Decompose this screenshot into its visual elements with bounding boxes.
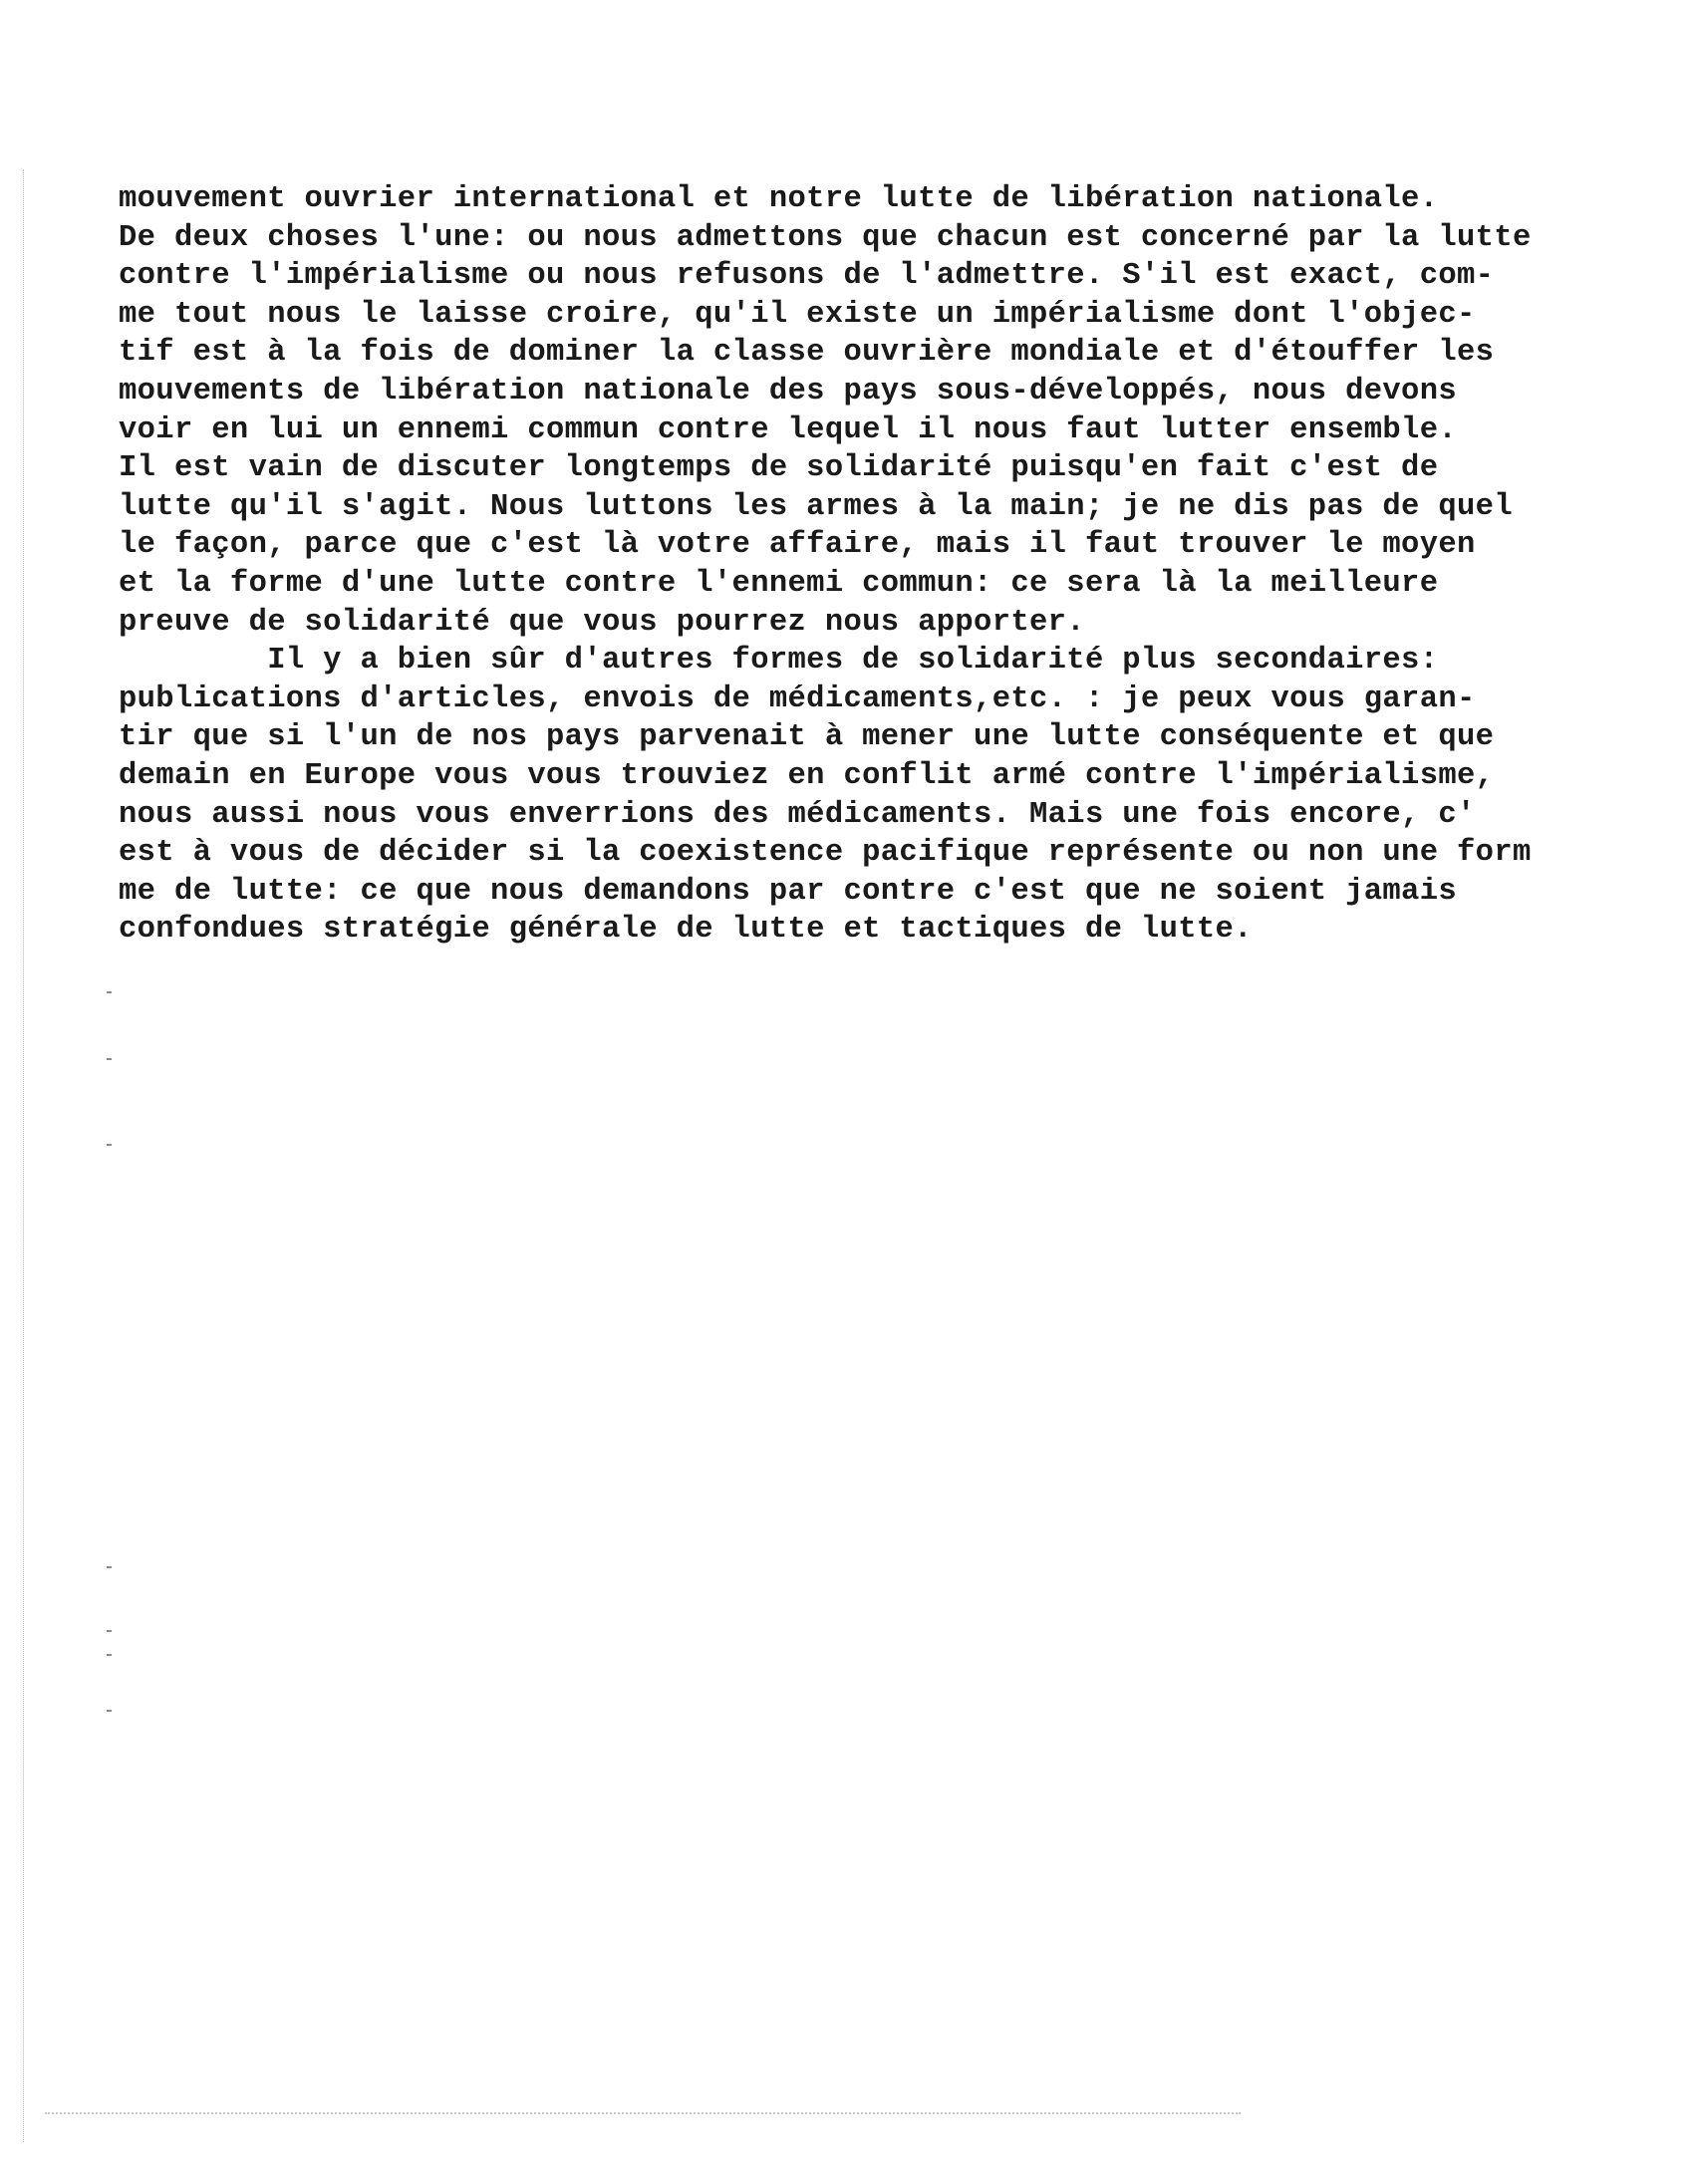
text-line: publications d'articles, envois de médicaments,etc. : je peux vous garan- xyxy=(119,682,1476,716)
text-line: Il est vain de discuter longtemps de solidarité puisqu'en fait c'est de xyxy=(119,451,1439,486)
text-line: nous aussi nous vous enverrions des médicaments. Mais une fois encore, c' xyxy=(119,797,1476,832)
text-line: tif est à la fois de dominer la classe ouvrière mondiale et d'étouffer les xyxy=(119,336,1495,371)
scan-speck xyxy=(107,1566,112,1568)
text-line: Il y a bien sûr d'autres formes de solidarité plus secondaires: xyxy=(119,644,1439,679)
text-line: demain en Europe vous vous trouviez en conflit armé contre l'impérialisme, xyxy=(119,758,1495,793)
text-line: voir en lui un ennemi commun contre lequel il nous faut lutter ensemble. xyxy=(119,412,1458,447)
margin-rule xyxy=(23,169,24,2142)
text-line: mouvements de libération nationale des pays sous-développés, nous devons xyxy=(119,374,1458,409)
scan-speck xyxy=(107,1058,112,1060)
text-line: est à vous de décider si la coexistence pacifique représente ou non une form xyxy=(119,836,1532,871)
text-line: lutte qu'il s'agit. Nous luttons les armes à la main; je ne dis pas de quel xyxy=(119,489,1513,524)
text-line: me tout nous le laisse croire, qu'il existe un impérialisme dont l'objec- xyxy=(119,297,1476,332)
text-line: preuve de solidarité que vous pourrez nous apporter. xyxy=(119,605,1085,640)
text-line: confondues stratégie générale de lutte et tactiques de lutte. xyxy=(119,913,1253,948)
scan-speck xyxy=(107,991,112,993)
text-line: De deux choses l'une: ou nous admettons que chacun est concerné par la lutte xyxy=(119,220,1532,255)
text-line: contre l'impérialisme ou nous refusons de l'admettre. S'il est exact, com- xyxy=(119,259,1495,294)
scan-speck xyxy=(107,1630,112,1632)
text-line: et la forme d'une lutte contre l'ennemi commun: ce sera là la meilleure xyxy=(119,566,1439,601)
text-line: le façon, parce que c'est là votre affaire, mais il faut trouver le moyen xyxy=(119,528,1476,563)
scan-speck xyxy=(107,1654,112,1656)
text-line: me de lutte: ce que nous demandons par contre c'est que ne soient jamais xyxy=(119,874,1458,909)
scan-speck xyxy=(107,1710,112,1712)
typewritten-text xyxy=(119,180,1643,950)
text-line: mouvement ouvrier international et notre lutte de libération nationale. xyxy=(119,182,1439,216)
text-line: tir que si l'un de nos pays parvenait à mener une lutte conséquente et que xyxy=(119,720,1495,755)
scan-speck xyxy=(107,1144,112,1146)
bottom-scan-rule xyxy=(45,2112,1241,2114)
